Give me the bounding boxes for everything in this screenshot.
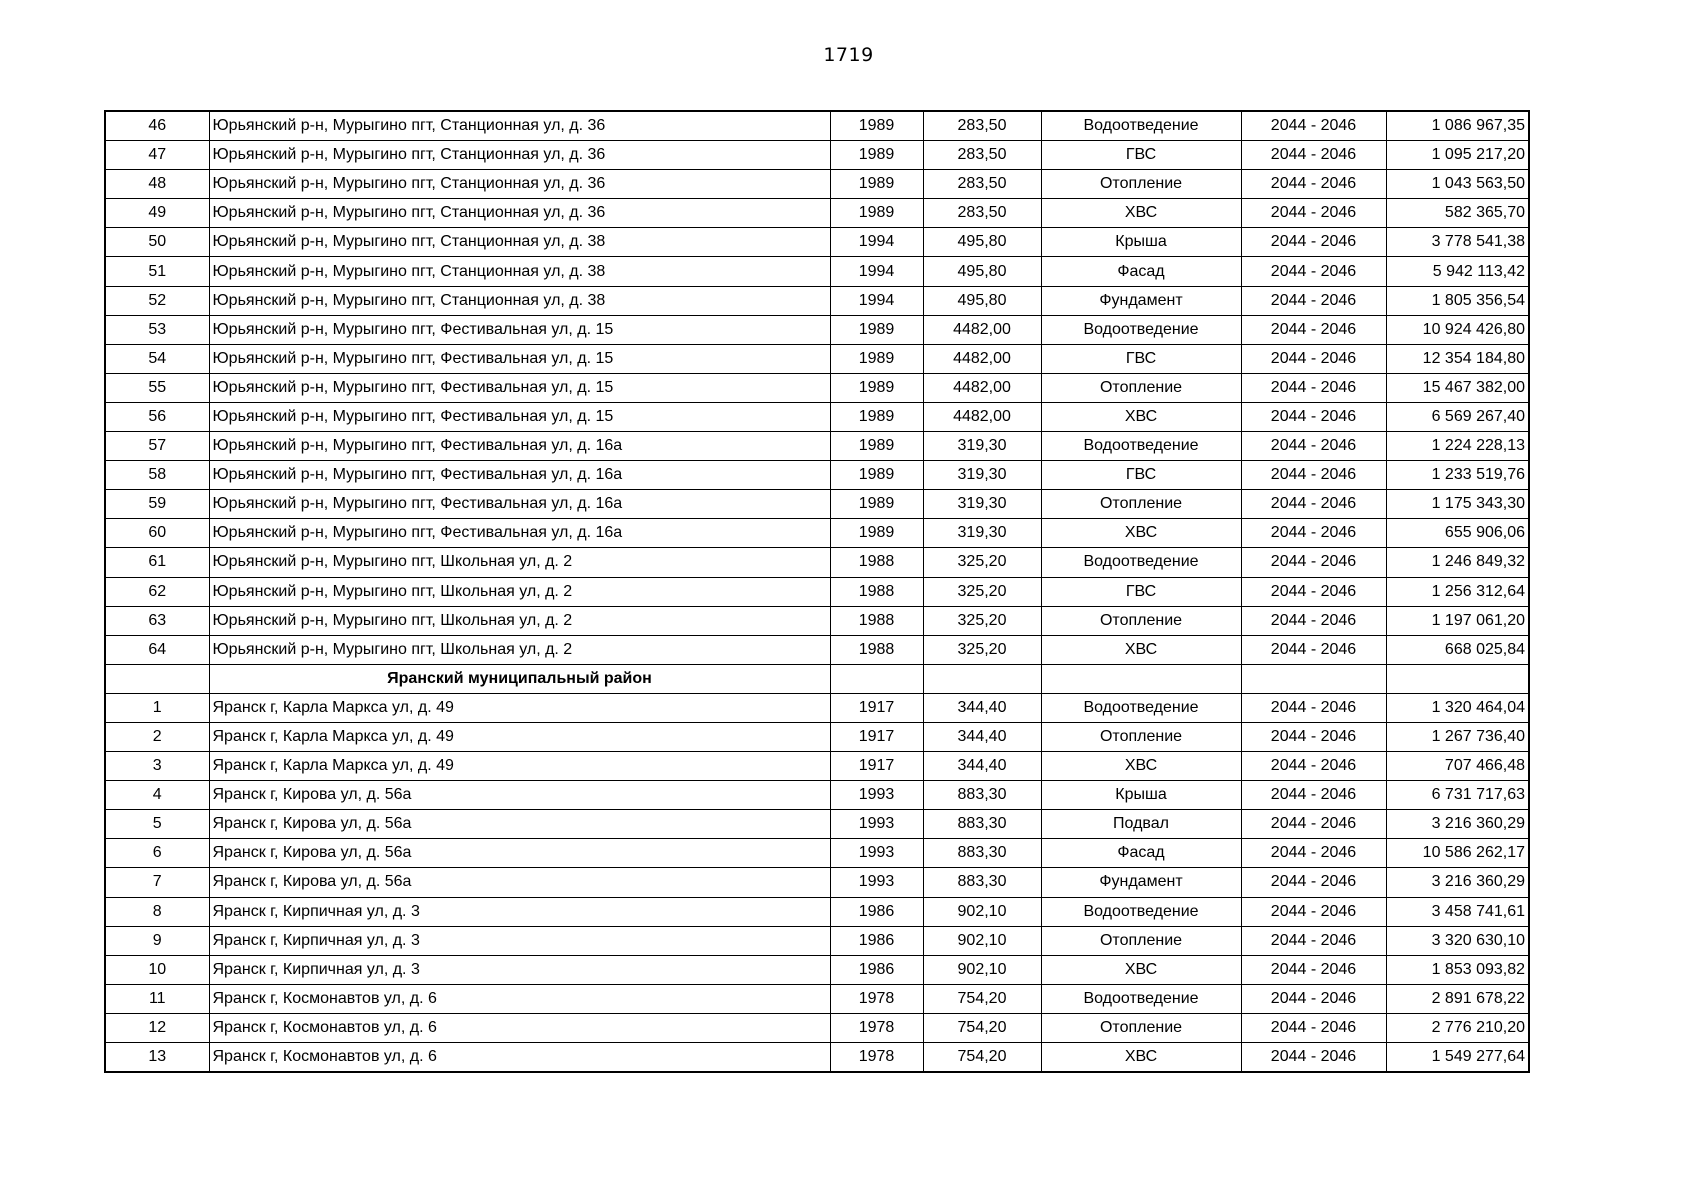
address-cell: Юрьянский р-н, Мурыгино пгт, Школьная ул, д. 2 <box>209 606 830 635</box>
area-cell: 495,80 <box>923 286 1041 315</box>
address-cell: Яранск г, Карла Маркса ул, д. 49 <box>209 752 830 781</box>
address-cell: Яранск г, Кирпичная ул, д. 3 <box>209 955 830 984</box>
work-type-cell: ГВС <box>1041 344 1241 373</box>
cost-cell: 6 731 717,63 <box>1386 781 1529 810</box>
row-number-cell: 52 <box>105 286 209 315</box>
address-cell: Юрьянский р-н, Мурыгино пгт, Школьная ул, д. 2 <box>209 635 830 664</box>
address-cell: Юрьянский р-н, Мурыгино пгт, Школьная ул, д. 2 <box>209 577 830 606</box>
build-year-cell: 1994 <box>830 228 923 257</box>
row-number-cell: 1 <box>105 693 209 722</box>
build-year-cell: 1986 <box>830 955 923 984</box>
address-cell: Юрьянский р-н, Мурыгино пгт, Фестивальная ул, д. 15 <box>209 315 830 344</box>
period-cell: 2044 - 2046 <box>1241 141 1386 170</box>
cost-cell: 1 549 277,64 <box>1386 1043 1529 1073</box>
cost-cell: 1 267 736,40 <box>1386 722 1529 751</box>
address-cell: Юрьянский р-н, Мурыгино пгт, Станционная ул, д. 38 <box>209 257 830 286</box>
period-cell: 2044 - 2046 <box>1241 199 1386 228</box>
table-row <box>105 722 1529 751</box>
row-number-cell: 60 <box>105 519 209 548</box>
work-type-cell: ГВС <box>1041 461 1241 490</box>
table-row <box>105 402 1529 431</box>
table-row <box>105 199 1529 228</box>
area-cell: 319,30 <box>923 461 1041 490</box>
table-row <box>105 286 1529 315</box>
period-cell: 2044 - 2046 <box>1241 839 1386 868</box>
work-type-cell: ХВС <box>1041 955 1241 984</box>
work-type-cell: ГВС <box>1041 577 1241 606</box>
build-year-cell: 1989 <box>830 432 923 461</box>
row-number-cell: 51 <box>105 257 209 286</box>
address-cell: Юрьянский р-н, Мурыгино пгт, Фестивальная ул, д. 15 <box>209 373 830 402</box>
work-type-cell: ХВС <box>1041 1043 1241 1073</box>
cost-cell: 15 467 382,00 <box>1386 373 1529 402</box>
table-row <box>105 1013 1529 1042</box>
row-number-cell: 8 <box>105 897 209 926</box>
row-number-cell: 2 <box>105 722 209 751</box>
area-cell: 319,30 <box>923 432 1041 461</box>
table-row <box>105 315 1529 344</box>
address-cell: Юрьянский р-н, Мурыгино пгт, Фестивальная ул, д. 16а <box>209 432 830 461</box>
area-cell: 883,30 <box>923 868 1041 897</box>
build-year-cell: 1993 <box>830 781 923 810</box>
work-type-cell: Отопление <box>1041 170 1241 199</box>
address-cell: Яранск г, Космонавтов ул, д. 6 <box>209 984 830 1013</box>
build-year-cell: 1917 <box>830 752 923 781</box>
area-cell: 902,10 <box>923 897 1041 926</box>
period-cell: 2044 - 2046 <box>1241 315 1386 344</box>
cost-cell: 1 853 093,82 <box>1386 955 1529 984</box>
period-cell: 2044 - 2046 <box>1241 228 1386 257</box>
cost-cell: 1 246 849,32 <box>1386 548 1529 577</box>
area-cell: 883,30 <box>923 810 1041 839</box>
row-number-cell: 57 <box>105 432 209 461</box>
area-cell: 4482,00 <box>923 373 1041 402</box>
period-cell: 2044 - 2046 <box>1241 693 1386 722</box>
build-year-cell: 1986 <box>830 897 923 926</box>
address-cell: Яранск г, Космонавтов ул, д. 6 <box>209 1043 830 1073</box>
period-cell: 2044 - 2046 <box>1241 1043 1386 1073</box>
address-cell: Юрьянский р-н, Мурыгино пгт, Станционная ул, д. 36 <box>209 111 830 141</box>
table-row <box>105 141 1529 170</box>
table-row <box>105 810 1529 839</box>
table-row <box>105 926 1529 955</box>
period-cell: 2044 - 2046 <box>1241 635 1386 664</box>
row-number-cell: 7 <box>105 868 209 897</box>
area-cell: 495,80 <box>923 228 1041 257</box>
area-cell: 325,20 <box>923 635 1041 664</box>
area-cell: 283,50 <box>923 199 1041 228</box>
build-year-cell: 1989 <box>830 402 923 431</box>
section-title: Яранский муниципальный район <box>209 664 830 693</box>
work-type-cell: Отопление <box>1041 606 1241 635</box>
empty-cell <box>1241 664 1386 693</box>
table-row <box>105 897 1529 926</box>
table-row <box>105 519 1529 548</box>
area-cell: 325,20 <box>923 577 1041 606</box>
build-year-cell: 1989 <box>830 111 923 141</box>
area-cell: 344,40 <box>923 722 1041 751</box>
cost-cell: 707 466,48 <box>1386 752 1529 781</box>
empty-cell <box>1386 664 1529 693</box>
work-type-cell: Отопление <box>1041 373 1241 402</box>
build-year-cell: 1988 <box>830 635 923 664</box>
work-type-cell: ХВС <box>1041 752 1241 781</box>
address-cell: Юрьянский р-н, Мурыгино пгт, Фестивальная ул, д. 16а <box>209 490 830 519</box>
table-row <box>105 781 1529 810</box>
area-cell: 319,30 <box>923 490 1041 519</box>
work-type-cell: Фасад <box>1041 839 1241 868</box>
build-year-cell: 1917 <box>830 722 923 751</box>
area-cell: 883,30 <box>923 781 1041 810</box>
cost-cell: 3 216 360,29 <box>1386 810 1529 839</box>
cost-cell: 2 776 210,20 <box>1386 1013 1529 1042</box>
address-cell: Яранск г, Космонавтов ул, д. 6 <box>209 1013 830 1042</box>
row-number-cell: 50 <box>105 228 209 257</box>
row-number-cell: 5 <box>105 810 209 839</box>
section-header-row <box>105 664 1529 693</box>
period-cell: 2044 - 2046 <box>1241 897 1386 926</box>
row-number-cell: 61 <box>105 548 209 577</box>
cost-cell: 1 320 464,04 <box>1386 693 1529 722</box>
area-cell: 883,30 <box>923 839 1041 868</box>
area-cell: 754,20 <box>923 1013 1041 1042</box>
area-cell: 283,50 <box>923 141 1041 170</box>
table-row <box>105 490 1529 519</box>
build-year-cell: 1989 <box>830 373 923 402</box>
work-type-cell: Водоотведение <box>1041 984 1241 1013</box>
build-year-cell: 1994 <box>830 257 923 286</box>
work-type-cell: Отопление <box>1041 722 1241 751</box>
area-cell: 344,40 <box>923 752 1041 781</box>
area-cell: 902,10 <box>923 926 1041 955</box>
period-cell: 2044 - 2046 <box>1241 868 1386 897</box>
period-cell: 2044 - 2046 <box>1241 170 1386 199</box>
build-year-cell: 1994 <box>830 286 923 315</box>
build-year-cell: 1989 <box>830 141 923 170</box>
build-year-cell: 1989 <box>830 170 923 199</box>
cost-cell: 668 025,84 <box>1386 635 1529 664</box>
build-year-cell: 1988 <box>830 606 923 635</box>
row-number-cell: 13 <box>105 1043 209 1073</box>
table-row <box>105 577 1529 606</box>
period-cell: 2044 - 2046 <box>1241 926 1386 955</box>
row-number-cell: 11 <box>105 984 209 1013</box>
cost-cell: 1 256 312,64 <box>1386 577 1529 606</box>
address-cell: Яранск г, Кирпичная ул, д. 3 <box>209 926 830 955</box>
cost-cell: 3 778 541,38 <box>1386 228 1529 257</box>
empty-cell <box>1041 664 1241 693</box>
period-cell: 2044 - 2046 <box>1241 286 1386 315</box>
row-number-cell: 64 <box>105 635 209 664</box>
address-cell: Юрьянский р-н, Мурыгино пгт, Станционная ул, д. 36 <box>209 199 830 228</box>
table-row <box>105 257 1529 286</box>
cost-cell: 582 365,70 <box>1386 199 1529 228</box>
build-year-cell: 1989 <box>830 519 923 548</box>
table-row <box>105 868 1529 897</box>
table-row <box>105 752 1529 781</box>
table-row <box>105 635 1529 664</box>
cost-cell: 1 197 061,20 <box>1386 606 1529 635</box>
work-type-cell: Фундамент <box>1041 868 1241 897</box>
address-cell: Яранск г, Кирова ул, д. 56а <box>209 781 830 810</box>
area-cell: 325,20 <box>923 606 1041 635</box>
row-number-cell: 4 <box>105 781 209 810</box>
address-cell: Яранск г, Кирова ул, д. 56а <box>209 839 830 868</box>
row-number-cell: 55 <box>105 373 209 402</box>
period-cell: 2044 - 2046 <box>1241 373 1386 402</box>
work-type-cell: ХВС <box>1041 199 1241 228</box>
area-cell: 4482,00 <box>923 315 1041 344</box>
cost-cell: 10 924 426,80 <box>1386 315 1529 344</box>
work-type-cell: Фасад <box>1041 257 1241 286</box>
period-cell: 2044 - 2046 <box>1241 461 1386 490</box>
area-cell: 754,20 <box>923 984 1041 1013</box>
period-cell: 2044 - 2046 <box>1241 984 1386 1013</box>
work-type-cell: Отопление <box>1041 926 1241 955</box>
address-cell: Юрьянский р-н, Мурыгино пгт, Фестивальная ул, д. 15 <box>209 402 830 431</box>
address-cell: Яранск г, Карла Маркса ул, д. 49 <box>209 722 830 751</box>
work-type-cell: Отопление <box>1041 1013 1241 1042</box>
row-number-cell: 62 <box>105 577 209 606</box>
build-year-cell: 1978 <box>830 1043 923 1073</box>
cost-cell: 1 175 343,30 <box>1386 490 1529 519</box>
address-cell: Яранск г, Кирпичная ул, д. 3 <box>209 897 830 926</box>
period-cell: 2044 - 2046 <box>1241 402 1386 431</box>
address-cell: Юрьянский р-н, Мурыгино пгт, Школьная ул, д. 2 <box>209 548 830 577</box>
table-row <box>105 693 1529 722</box>
row-number-cell: 59 <box>105 490 209 519</box>
row-number-cell: 56 <box>105 402 209 431</box>
work-type-cell: Фундамент <box>1041 286 1241 315</box>
area-cell: 902,10 <box>923 955 1041 984</box>
page-number: 1719 <box>823 44 874 66</box>
period-cell: 2044 - 2046 <box>1241 257 1386 286</box>
address-cell: Юрьянский р-н, Мурыгино пгт, Фестивальная ул, д. 15 <box>209 344 830 373</box>
build-year-cell: 1986 <box>830 926 923 955</box>
row-number-cell: 49 <box>105 199 209 228</box>
row-number-cell: 58 <box>105 461 209 490</box>
work-type-cell: Крыша <box>1041 228 1241 257</box>
period-cell: 2044 - 2046 <box>1241 752 1386 781</box>
build-year-cell: 1993 <box>830 839 923 868</box>
area-cell: 283,50 <box>923 111 1041 141</box>
address-cell: Юрьянский р-н, Мурыгино пгт, Станционная ул, д. 38 <box>209 228 830 257</box>
work-type-cell: Водоотведение <box>1041 693 1241 722</box>
row-number-cell: 10 <box>105 955 209 984</box>
row-number-cell: 53 <box>105 315 209 344</box>
work-type-cell: Крыша <box>1041 781 1241 810</box>
work-type-cell: Отопление <box>1041 490 1241 519</box>
row-number-cell: 3 <box>105 752 209 781</box>
row-number-cell: 47 <box>105 141 209 170</box>
address-cell: Юрьянский р-н, Мурыгино пгт, Станционная ул, д. 36 <box>209 141 830 170</box>
table-row <box>105 955 1529 984</box>
period-cell: 2044 - 2046 <box>1241 722 1386 751</box>
work-type-cell: ХВС <box>1041 402 1241 431</box>
build-year-cell: 1988 <box>830 577 923 606</box>
address-cell: Юрьянский р-н, Мурыгино пгт, Фестивальная ул, д. 16а <box>209 461 830 490</box>
period-cell: 2044 - 2046 <box>1241 955 1386 984</box>
period-cell: 2044 - 2046 <box>1241 810 1386 839</box>
cost-cell: 6 569 267,40 <box>1386 402 1529 431</box>
build-year-cell: 1917 <box>830 693 923 722</box>
build-year-cell: 1989 <box>830 199 923 228</box>
period-cell: 2044 - 2046 <box>1241 577 1386 606</box>
table-row <box>105 373 1529 402</box>
table-row <box>105 984 1529 1013</box>
table-row <box>105 111 1529 141</box>
area-cell: 4482,00 <box>923 402 1041 431</box>
work-type-cell: Водоотведение <box>1041 315 1241 344</box>
area-cell: 283,50 <box>923 170 1041 199</box>
row-number-cell: 46 <box>105 111 209 141</box>
work-type-cell: Водоотведение <box>1041 111 1241 141</box>
address-cell: Яранск г, Кирова ул, д. 56а <box>209 868 830 897</box>
area-cell: 344,40 <box>923 693 1041 722</box>
work-type-cell: Подвал <box>1041 810 1241 839</box>
table-row <box>105 228 1529 257</box>
cost-cell: 12 354 184,80 <box>1386 344 1529 373</box>
table-row <box>105 344 1529 373</box>
work-type-cell: Водоотведение <box>1041 432 1241 461</box>
period-cell: 2044 - 2046 <box>1241 519 1386 548</box>
empty-cell <box>830 664 923 693</box>
period-cell: 2044 - 2046 <box>1241 490 1386 519</box>
cost-cell: 1 095 217,20 <box>1386 141 1529 170</box>
row-number-cell: 9 <box>105 926 209 955</box>
table-row <box>105 548 1529 577</box>
area-cell: 325,20 <box>923 548 1041 577</box>
cost-cell: 1 043 563,50 <box>1386 170 1529 199</box>
cost-cell: 1 805 356,54 <box>1386 286 1529 315</box>
period-cell: 2044 - 2046 <box>1241 111 1386 141</box>
row-number-cell: 12 <box>105 1013 209 1042</box>
period-cell: 2044 - 2046 <box>1241 781 1386 810</box>
build-year-cell: 1978 <box>830 1013 923 1042</box>
address-cell: Юрьянский р-н, Мурыгино пгт, Станционная ул, д. 38 <box>209 286 830 315</box>
build-year-cell: 1989 <box>830 461 923 490</box>
empty-cell <box>923 664 1041 693</box>
period-cell: 2044 - 2046 <box>1241 548 1386 577</box>
build-year-cell: 1993 <box>830 868 923 897</box>
build-year-cell: 1993 <box>830 810 923 839</box>
period-cell: 2044 - 2046 <box>1241 606 1386 635</box>
cost-cell: 3 320 630,10 <box>1386 926 1529 955</box>
build-year-cell: 1989 <box>830 490 923 519</box>
cost-cell: 1 224 228,13 <box>1386 432 1529 461</box>
cost-cell: 10 586 262,17 <box>1386 839 1529 868</box>
table-row <box>105 432 1529 461</box>
work-type-cell: ХВС <box>1041 635 1241 664</box>
table-row <box>105 461 1529 490</box>
cost-cell: 5 942 113,42 <box>1386 257 1529 286</box>
empty-cell <box>105 664 209 693</box>
area-cell: 754,20 <box>923 1043 1041 1073</box>
area-cell: 495,80 <box>923 257 1041 286</box>
work-type-cell: ХВС <box>1041 519 1241 548</box>
address-cell: Юрьянский р-н, Мурыгино пгт, Станционная ул, д. 36 <box>209 170 830 199</box>
cost-cell: 3 216 360,29 <box>1386 868 1529 897</box>
cost-cell: 655 906,06 <box>1386 519 1529 548</box>
period-cell: 2044 - 2046 <box>1241 1013 1386 1042</box>
period-cell: 2044 - 2046 <box>1241 432 1386 461</box>
table-row <box>105 170 1529 199</box>
cost-cell: 1 233 519,76 <box>1386 461 1529 490</box>
build-year-cell: 1978 <box>830 984 923 1013</box>
table-row <box>105 606 1529 635</box>
cost-cell: 2 891 678,22 <box>1386 984 1529 1013</box>
build-year-cell: 1989 <box>830 344 923 373</box>
capital-repair-table <box>104 110 1530 1073</box>
build-year-cell: 1988 <box>830 548 923 577</box>
address-cell: Яранск г, Карла Маркса ул, д. 49 <box>209 693 830 722</box>
period-cell: 2044 - 2046 <box>1241 344 1386 373</box>
area-cell: 4482,00 <box>923 344 1041 373</box>
work-type-cell: Водоотведение <box>1041 548 1241 577</box>
build-year-cell: 1989 <box>830 315 923 344</box>
row-number-cell: 63 <box>105 606 209 635</box>
work-type-cell: Водоотведение <box>1041 897 1241 926</box>
table-row <box>105 839 1529 868</box>
address-cell: Юрьянский р-н, Мурыгино пгт, Фестивальная ул, д. 16а <box>209 519 830 548</box>
table-row <box>105 1043 1529 1073</box>
work-type-cell: ГВС <box>1041 141 1241 170</box>
row-number-cell: 6 <box>105 839 209 868</box>
address-cell: Яранск г, Кирова ул, д. 56а <box>209 810 830 839</box>
row-number-cell: 48 <box>105 170 209 199</box>
cost-cell: 1 086 967,35 <box>1386 111 1529 141</box>
cost-cell: 3 458 741,61 <box>1386 897 1529 926</box>
area-cell: 319,30 <box>923 519 1041 548</box>
row-number-cell: 54 <box>105 344 209 373</box>
